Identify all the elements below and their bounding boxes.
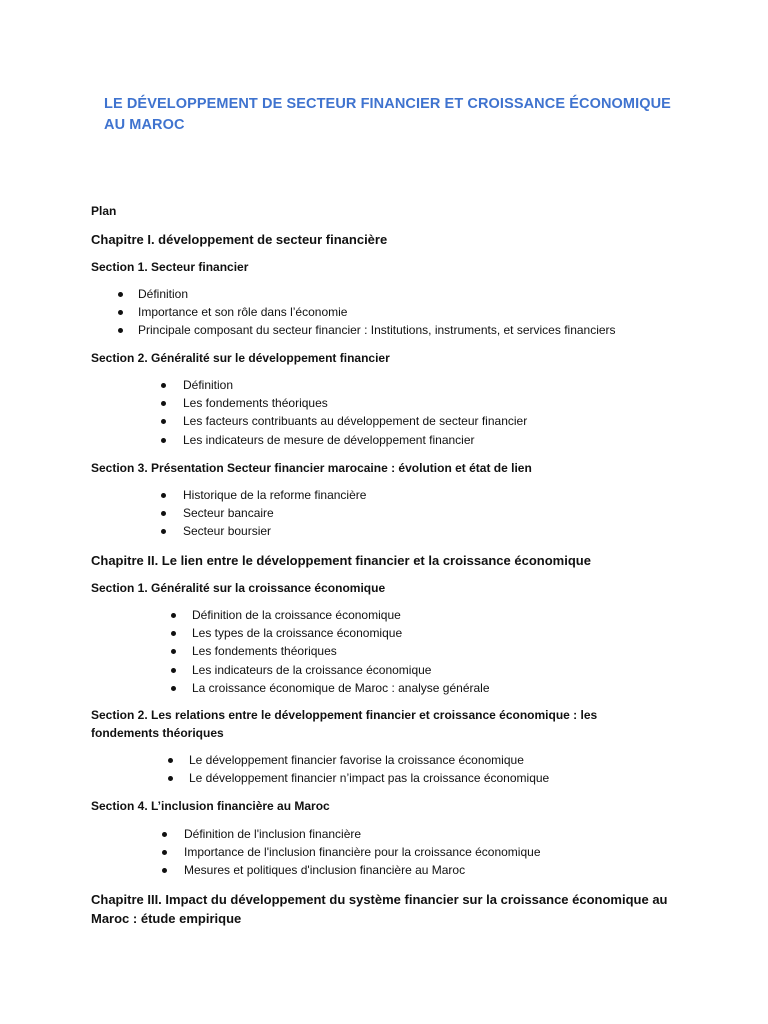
document-title: LE DÉVELOPPEMENT DE SECTEUR FINANCIER ET CROISSANCE ÉCONOMIQUE AU MAROC: [104, 96, 671, 133]
list-item: Définition de la croissance économique: [192, 606, 490, 624]
list-item: Secteur bancaire: [183, 504, 366, 522]
bullet-icon: [171, 631, 176, 636]
list-item: Définition: [138, 285, 616, 303]
bullet-icon: [171, 686, 176, 691]
bullet-icon: [118, 292, 123, 297]
ch1-section-1-list: [138, 285, 616, 340]
list-item: Les fondements théoriques: [192, 642, 490, 660]
bullet-icon: [162, 832, 167, 837]
list-item: Les indicateurs de mesure de développement financier: [183, 431, 527, 449]
ch2-section-2-heading: Section 2. Les relations entre le développement financier et croissance économique : les fondements théoriques: [91, 708, 598, 740]
list-item: Les indicateurs de la croissance économique: [192, 661, 490, 679]
bullet-icon: [161, 529, 166, 534]
list-item: Importance et son rôle dans l’économie: [138, 303, 616, 321]
ch1-section-2-heading: Section 2. Généralité sur le développement financier: [91, 351, 390, 365]
list-item: Le développement financier n’impact pas la croissance économique: [189, 769, 549, 787]
plan-label: Plan: [91, 204, 117, 218]
bullet-icon: [171, 613, 176, 618]
ch2-section-4-heading: Section 4. L’inclusion financière au Maroc: [91, 799, 330, 813]
bullet-icon: [161, 438, 166, 443]
list-item: Importance de l'inclusion financière pour la croissance économique: [184, 843, 541, 861]
list-item: Historique de la reforme financière: [183, 486, 366, 504]
bullet-icon: [168, 758, 173, 763]
bullet-icon: [161, 383, 166, 388]
bullet-icon: [168, 776, 173, 781]
bullet-icon: [161, 511, 166, 516]
bullet-icon: [118, 310, 123, 315]
bullet-icon: [118, 328, 123, 333]
ch2-section-1-heading: Section 1. Généralité sur la croissance économique: [91, 581, 386, 595]
ch2-section-4-list: [184, 825, 541, 880]
list-item: Les types de la croissance économique: [192, 624, 490, 642]
list-item: Secteur boursier: [183, 522, 366, 540]
bullet-icon: [171, 649, 176, 654]
bullet-icon: [162, 868, 167, 873]
ch2-section-2-list: [189, 751, 549, 787]
ch1-section-3-list: [183, 486, 366, 541]
chapter-3-heading: Chapitre III. Impact du développement du système financier sur la croissance économique au Maroc : étude empirique: [91, 892, 668, 926]
list-item: Les fondements théoriques: [183, 394, 527, 412]
ch2-section-1-list: [192, 606, 490, 697]
list-item: Les facteurs contribuants au développement de secteur financier: [183, 412, 527, 430]
ch1-section-1-heading: Section 1. Secteur financier: [91, 260, 249, 274]
chapter-1-heading: Chapitre I. développement de secteur financière: [91, 232, 388, 247]
list-item: Définition: [183, 376, 527, 394]
bullet-icon: [161, 419, 166, 424]
list-item: Le développement financier favorise la croissance économique: [189, 751, 549, 769]
list-item: La croissance économique de Maroc : analyse générale: [192, 679, 490, 697]
list-item: Mesures et politiques d'inclusion financière au Maroc: [184, 861, 541, 879]
ch1-section-3-heading: Section 3. Présentation Secteur financier marocaine : évolution et état de lien: [91, 461, 532, 475]
bullet-icon: [161, 401, 166, 406]
chapter-2-heading: Chapitre II. Le lien entre le développement financier et la croissance économique: [91, 553, 591, 568]
ch1-section-2-list: [183, 376, 527, 449]
list-item: Principale composant du secteur financier : Institutions, instruments, et services financiers: [138, 321, 616, 339]
bullet-icon: [162, 850, 167, 855]
list-item: Définition de l'inclusion financière: [184, 825, 541, 843]
bullet-icon: [161, 493, 166, 498]
bullet-icon: [171, 668, 176, 673]
